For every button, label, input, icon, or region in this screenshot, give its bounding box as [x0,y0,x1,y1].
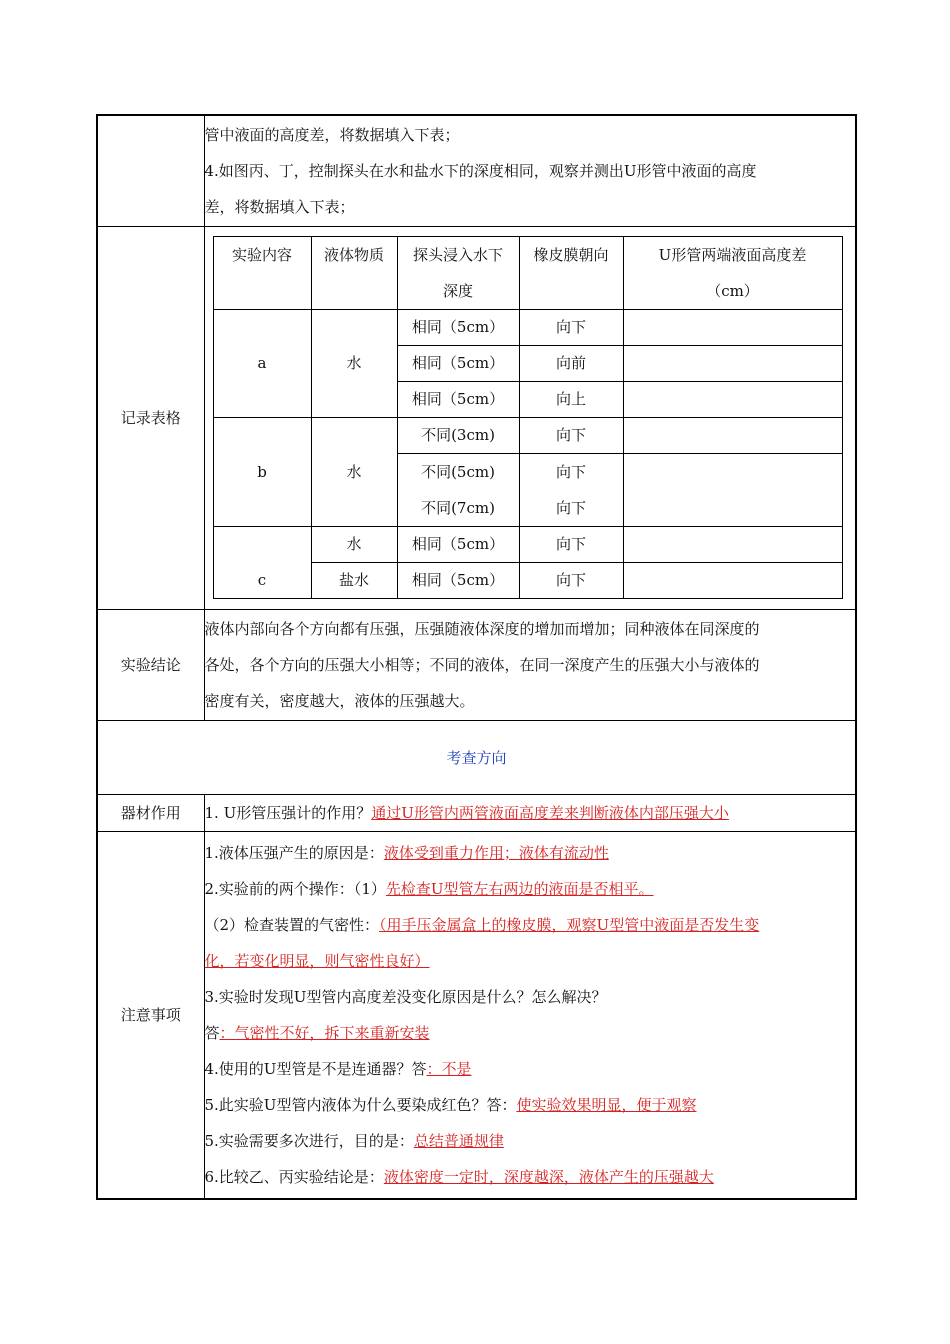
equipment-label: 器材作用 [97,794,204,831]
note-7 [205,1123,856,1159]
group-b-name: b [213,418,311,527]
header-height-line1: U形管两端液面高度差 [658,246,807,264]
table-cell-direction: 向下 [519,310,623,346]
equipment-cell [204,794,856,831]
note-question: 5.此实验U型管内液体为什么要染成红色？答： [204,1095,517,1114]
experiment-table [96,114,857,1200]
note-3-cont [205,943,856,979]
procedure-cell [204,115,856,226]
note-question: 答 [204,1023,220,1042]
table-cell-height [623,346,842,382]
table-cell-direction: 向下 [519,563,623,599]
procedure-line-2: 4.如图丙、丁，控制探头在水和盐水下的深度相同，观察并测出U形管中液面的高度 [204,161,757,180]
header-liquid: 液体物质 [311,237,397,310]
group-c-name: c [213,527,311,599]
table-cell-depth: 不同(5cm) [421,463,495,481]
procedure-line-3: 差，将数据填入下表； [204,197,355,216]
note-question: 4.使用的U型管是不是连通器？答 [204,1059,427,1078]
table-cell-height [623,563,842,599]
notes-label: 注意事项 [97,831,204,1199]
table-cell-direction: 向下 [555,499,586,517]
note-answer: 总结普通规律 [413,1131,504,1150]
table-cell-depth: 相同（5cm） [397,563,519,599]
record-cell [204,226,856,609]
conclusion-line-1: 液体内部向各个方向都有压强，压强随液体深度的增加而增加；同种液体在同深度的 [204,619,760,638]
table-cell-depth: 相同（5cm） [397,346,519,382]
note-answer: 化，若变化明显，则气密性良好） [204,951,430,970]
conclusion-cell [204,609,856,720]
record-label: 记录表格 [97,226,204,609]
conclusion-line-3: 密度有关，密度越大，液体的压强越大。 [204,691,475,710]
table-cell-depth: 相同（5cm） [397,382,519,418]
table-cell-height [623,454,842,527]
table-cell-direction: 向前 [519,346,623,382]
note-answer: （用手压金属盒上的橡皮膜，观察U型管中液面是否发生变 [379,915,760,934]
table-cell-liquid: 水 [311,527,397,563]
table-cell-height [623,382,842,418]
header-content: 实验内容 [213,237,311,310]
table-cell-direction: 向上 [519,382,623,418]
notes-cell [204,831,856,1199]
note-2 [205,871,856,907]
blank-label-cell [97,115,204,226]
table-cell-height [623,418,842,454]
header-depth [397,237,519,310]
note-answer: 使实验效果明显，便于观察 [516,1095,697,1114]
table-cell-height [623,310,842,346]
note-question: 5.实验需要多次进行，目的是： [204,1131,414,1150]
conclusion-label: 实验结论 [97,609,204,720]
record-table [213,236,843,599]
group-b-liquid: 水 [311,418,397,527]
note-answer: ：不是 [426,1059,472,1078]
note-3 [205,907,856,943]
note-question: （2）检查装置的气密性： [204,915,380,934]
table-cell-height [623,527,842,563]
header-height [623,237,842,310]
note-answer: ：气密性不好，拆下来重新安装 [219,1023,430,1042]
table-cell-depth: 不同(7cm) [421,499,495,517]
equipment-question: 1. U形管压强计的作用？ [204,803,372,822]
procedure-line-1: 管中液面的高度差，将数据填入下表； [204,125,460,144]
table-cell-depth: 不同(3cm) [397,418,519,454]
table-cell-direction: 向下 [519,527,623,563]
equipment-answer: 通过U形管内两管液面高度差来判断液体内部压强大小 [371,803,729,822]
table-cell-direction: 向下 [555,463,586,481]
note-question: 3.实验时发现U型管内高度差没变化原因是什么？怎么解决？ [204,987,607,1006]
header-membrane: 橡皮膜朝向 [519,237,623,310]
note-8 [205,1159,856,1195]
note-1 [205,835,856,871]
note-4 [205,979,856,1015]
note-5 [205,1051,856,1087]
table-cell-direction-merged [519,454,623,527]
note-question: 6.比较乙、丙实验结论是： [204,1167,384,1186]
section-title: 考查方向 [97,720,856,794]
table-cell-depth-merged [397,454,519,527]
note-question: 2.实验前的两个操作：（1） [204,879,386,898]
note-question: 1.液体压强产生的原因是： [204,843,384,862]
table-cell-depth: 相同（5cm） [397,310,519,346]
note-4-answer [205,1015,856,1051]
group-a-name: a [213,310,311,418]
table-cell-direction: 向下 [519,418,623,454]
conclusion-line-2: 各处，各个方向的压强大小相等；不同的液体，在同一深度产生的压强大小与液体的 [204,655,760,674]
table-cell-depth: 相同（5cm） [397,527,519,563]
table-cell-liquid: 盐水 [311,563,397,599]
note-answer: 先检查U型管左右两边的液面是否相平。 [385,879,654,898]
group-a-liquid: 水 [311,310,397,418]
note-answer: 液体密度一定时，深度越深，液体产生的压强越大 [383,1167,714,1186]
header-height-line2: （cm） [706,282,759,300]
header-depth-line2: 深度 [442,282,473,300]
note-6 [205,1087,856,1123]
header-depth-line1: 探头浸入水下 [412,246,503,264]
note-answer: 液体受到重力作用；液体有流动性 [383,843,609,862]
